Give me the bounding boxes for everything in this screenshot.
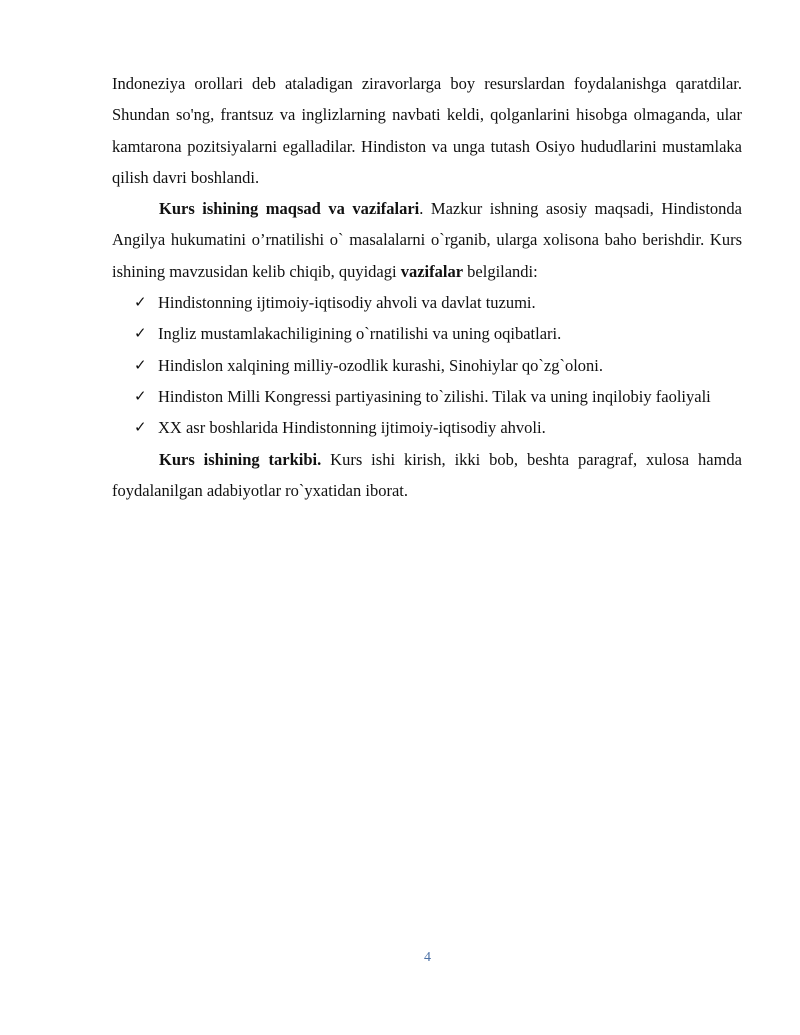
list-item-text: XX asr boshlarida Hindistonning ijtimoiy-iqtisodiy ahvoli. [158, 418, 546, 438]
checkmark-icon: ✓ [134, 324, 147, 343]
checkmark-icon: ✓ [134, 418, 147, 437]
document-page [112, 68, 742, 506]
checkmark-icon: ✓ [134, 355, 147, 374]
list-item [112, 412, 742, 443]
list-item-text: Hindislon xalqining milliy-ozodlik kurashi, Sinohiylar qo`zg`oloni. [158, 355, 604, 375]
tasks-word: vazifalar [400, 261, 464, 281]
goals-text-end: belgilandi: [463, 261, 538, 281]
tasks-list [112, 287, 742, 443]
list-item-text: Hindiston Milli Kongressi partiyasining to`zilishi. Tilak va uning inqilobiy faoliyali [158, 386, 711, 406]
list-item [112, 318, 742, 349]
page-number: 4 [424, 950, 431, 965]
structure-paragraph [112, 444, 742, 507]
list-item-text: Ingliz mustamlakachiligining o`rnatilishi va uning oqibatlari. [158, 324, 562, 344]
intro-paragraph: Indoneziya orollari deb ataladigan ziravorlarga boy resurslardan foydalanishga qaratdilar. Shundan so'ng, frantsuz va inglizlarning navbati keldi, qolganlarini hisobga olmaganda, ular kamtarona pozitsiyalarni egalladilar. Hindiston va unga tutash Osiyo hududlarini mustamlaka qilish davri boshlandi. [112, 74, 742, 187]
list-item [112, 287, 742, 318]
checkmark-icon: ✓ [134, 386, 147, 405]
list-item [112, 381, 742, 412]
goals-text: . Mazkur ishning asosiy maqsadi, Hindistonda Angilya hukumatini o’rnatilishi o` masalalarni o`rganib, ularga xolisona baho berishdir. Kurs ishining mavzusidan kelib chiqib, quyidagi [112, 199, 742, 281]
checkmark-icon: ✓ [134, 293, 147, 312]
list-item [112, 350, 742, 381]
structure-text: Kurs ishi kirish, ikki bob, beshta paragraf, xulosa hamda foydalanilgan adabiyotlar ro`yxatidan iborat. [112, 449, 742, 500]
structure-heading: Kurs ishining tarkibi. [159, 449, 322, 469]
goals-paragraph [112, 193, 742, 287]
list-item-text: Hindistonning ijtimoiy-iqtisodiy ahvoli va davlat tuzumi. [158, 293, 536, 313]
goals-heading: Kurs ishining maqsad va vazifalari [159, 199, 420, 219]
